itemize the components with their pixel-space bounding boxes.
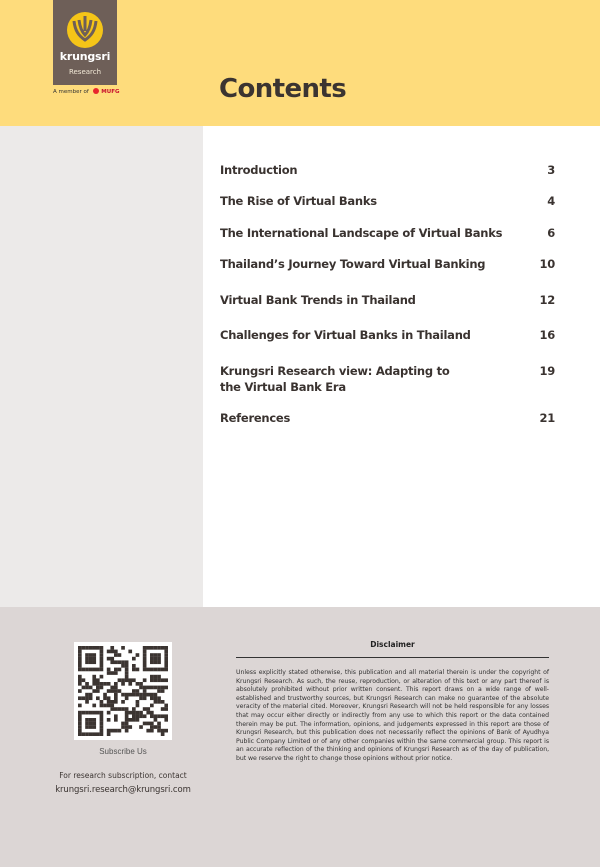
- subscription-email-link[interactable]: krungsri.research@krungsri.com: [55, 785, 191, 795]
- member-of-mufg: [53, 88, 120, 95]
- member-prefix: A member of: [53, 89, 89, 95]
- page-title: Contents: [219, 74, 347, 104]
- logo-sub-text: Research: [68, 68, 102, 76]
- toc-item-title: The Rise of Virtual Banks: [220, 194, 377, 208]
- header-band: [0, 0, 600, 126]
- disclaimer-title: Disclaimer: [370, 640, 415, 649]
- toc-item-page: 21: [539, 411, 555, 425]
- toc-item-page: 12: [539, 293, 555, 307]
- disclaimer-divider: [236, 657, 549, 658]
- left-panel: [0, 126, 203, 607]
- toc-item-title: Virtual Bank Trends in Thailand: [220, 293, 416, 307]
- toc-item-page: 3: [547, 163, 555, 177]
- toc-item-page: 19: [539, 364, 555, 378]
- qr-code-icon: [78, 646, 168, 736]
- mufg-brand: MUFG: [101, 89, 120, 95]
- toc-item-title: Thailand’s Journey Toward Virtual Banking: [220, 257, 486, 271]
- footer: [0, 607, 600, 867]
- toc-item-title: The International Landscape of Virtual Banks: [220, 226, 503, 240]
- krungsri-emblem-icon: [66, 11, 104, 49]
- toc-item-page: 6: [547, 226, 555, 240]
- subscribe-qr[interactable]: [74, 642, 172, 740]
- mufg-logo-icon: [93, 88, 99, 94]
- logo-brand-text: krungsri: [59, 50, 111, 63]
- toc-item-page: 4: [547, 194, 555, 208]
- toc-item-title: Krungsri Research view: Adapting to the Virtual Bank Era: [220, 364, 450, 394]
- toc-item-page: 10: [539, 257, 555, 271]
- toc-item-title: Challenges for Virtual Banks in Thailand: [220, 328, 471, 342]
- toc-item-title: References: [220, 411, 291, 425]
- krungsri-research-logo[interactable]: [53, 0, 117, 85]
- toc-item-title: Introduction: [220, 163, 298, 177]
- disclaimer-text: Unless explicitly stated otherwise, this publication and all material therein is under the copyright of Krungsri Research. As such, the reuse, reproduction, or alteration of this text or any part thereof is absolutely prohibited without prior written consent. This report draws on a wide range of well-established and trustworthy sources, but Krungsri Research can make no guarantee of the absolute veracity of the material cited. Moreover, Krungsri Research will not be held responsible for any losses that may occur either directly or indirectly from any use to which this report or the data contained therein may be put. The information, opinions, and judgements expressed in this report are those of Krungsri Research, but this publication does not necessarily reflect the opinions of Bank of Ayudhya Public Company Limited or of any other companies within the same commercial group. This report is an accurate reflection of the thinking and opinions of Krungsri Research as of the day of publication, but we reserve the right to change those opinions without prior notice.: [236, 669, 549, 762]
- toc-item-page: 16: [539, 328, 555, 342]
- subscribe-label: Subscribe Us: [99, 747, 147, 756]
- subscription-contact-text: For research subscription, contact: [59, 771, 187, 780]
